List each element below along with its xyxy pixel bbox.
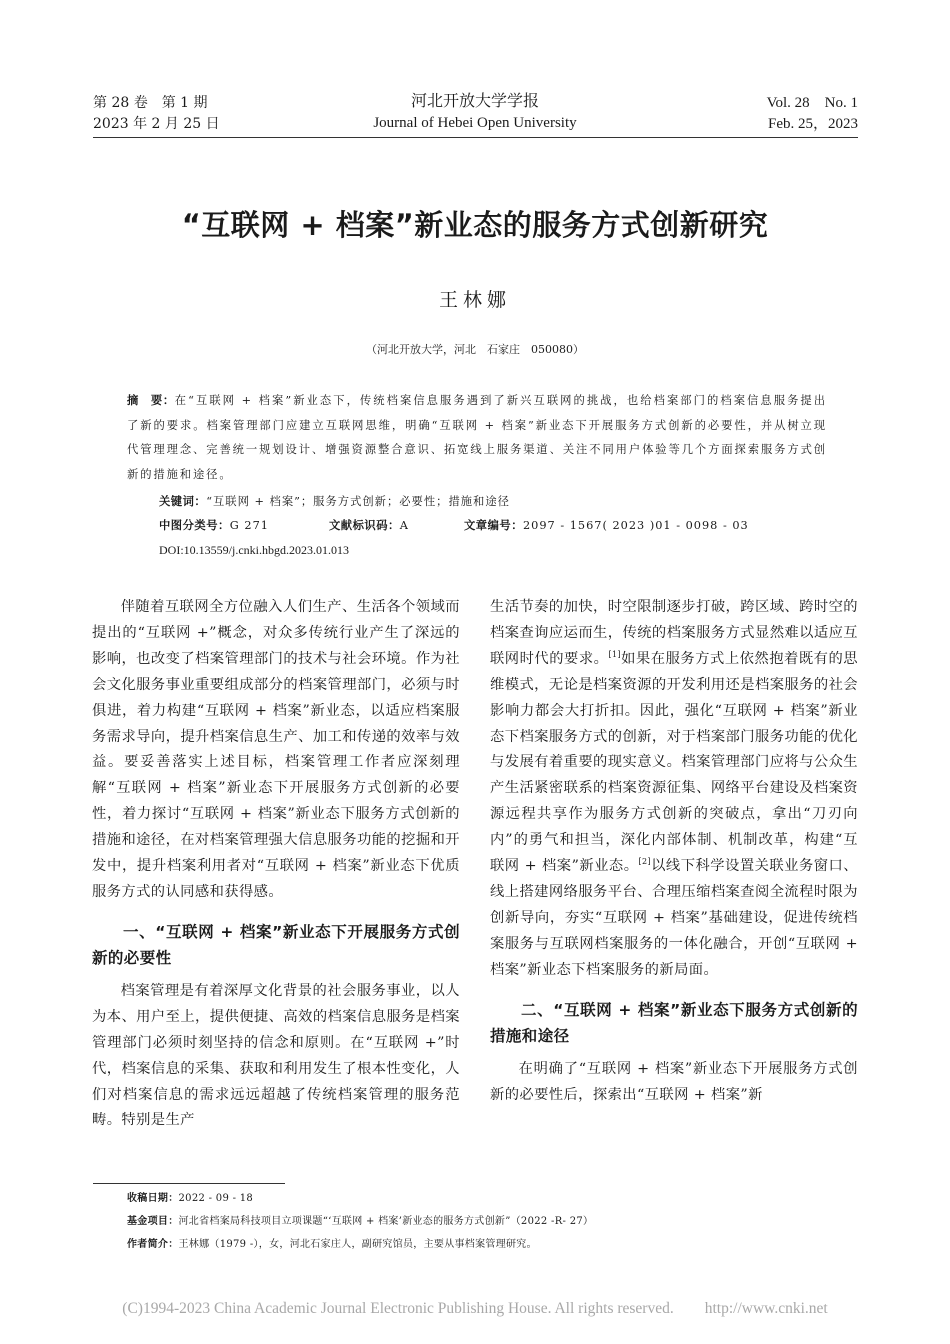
header-date-en: Feb. 25，2023 <box>767 116 858 132</box>
header-journal-name <box>300 90 650 134</box>
abstract-text: 在“互联网 + 档案”新业态下，传统档案信息服务遇到了新兴互联网的挑战，也给档案部门的档案信息服务提出了新的要求。档案管理部门应建立互联网思维，明确“互联网 + 档案”新业态下开展服务方式创新的必要性，并从树立现代管理理念、完善统一规划设计、增强资源整合意识、拓宽线上服务渠道、关注不同用户体验等几个方面探索服务方式创新的措施和途径。 <box>127 394 827 481</box>
header-rule <box>93 137 858 138</box>
fund-label: 基金项目： <box>127 1216 179 1227</box>
body-paragraph <box>490 595 858 984</box>
article-no-label: 文章编号： <box>464 519 523 532</box>
header-volume-issue: 第 28 卷 第 1 期 <box>93 95 208 111</box>
abstract-label: 摘 要： <box>127 394 175 407</box>
body-text: 以线下科学设置关联业务窗口、线上搭建网络服务平台、合理压缩档案查阅全流程时限为创新导向，夯实“互联网 + 档案”基础建设，促进传统档案服务与互联网档案服务的一体化融合，开创“互联网 + 档案”新业态下档案服务的新局面。 <box>490 858 858 978</box>
article-title: “互联网 + 档案”新业态的服务方式创新研究 <box>181 208 769 242</box>
body-paragraph: 在明确了“互联网 + 档案”新业态下开展服务方式创新的必要性后，探索出“互联网 + 档案”新 <box>490 1060 858 1103</box>
author-name: 王林娜 <box>438 289 511 311</box>
header-issue-info <box>93 93 220 135</box>
received-value: 2022 - 09 - 18 <box>178 1193 254 1204</box>
classification-row <box>159 514 799 538</box>
citation-ref-2[interactable]: [2] <box>638 857 652 867</box>
doi: DOI:10.13559/j.cnki.hbgd.2023.01.013 <box>159 543 349 557</box>
body-text: 如果在服务方式上依然抱着既有的思维模式，无论是档案资源的开发利用还是档案服务的社会影响力都会大打折扣。因此，强化“互联网 + 档案”新业态下档案服务方式的创新，对于档案部门服务功能的优化与发展有着重要的现实意义。档案管理部门应将与公众生产生活紧密联系的档案资源征集、网络平台建设及档案资源远程共享作为服务方式创新的突破点，拿出“刀刃向内”的勇气和担当，深化内部体制、机制改革，构建“互联网 + 档案”新业态。 <box>490 650 858 875</box>
section-heading-1: 一、“互联网 + 档案”新业态下开展服务方式创新的必要性 <box>92 922 460 967</box>
body-text: 生活节奏的加快，时空限制逐步打破，跨区域、跨时空的档案查询应运而生，传统的档案服务方式显然难以适应互联网时代的要求。 <box>490 599 858 667</box>
journal-name-cn: 河北开放大学学报 <box>410 91 539 110</box>
clc-label: 中图分类号： <box>159 519 230 532</box>
header-vol-no: Vol. 28 No. 1 <box>766 95 858 111</box>
journal-name-en: Journal of Hebei Open University <box>373 115 577 131</box>
footnote-received <box>127 1191 253 1207</box>
citation-ref-1[interactable]: [1] <box>608 650 622 660</box>
footnote-rule <box>93 1183 285 1184</box>
fund-value: 河北省档案局科技项目立项课题“‘互联网 + 档案’新业态的服务方式创新”（2022 -R- 27） <box>178 1216 594 1227</box>
clc-value: G 271 <box>229 519 269 532</box>
header-date: 2023 年 2 月 25 日 <box>93 116 220 132</box>
body-column-right <box>490 595 858 1108</box>
doc-code-value: A <box>399 519 409 532</box>
author-bio-value: 王林娜（1979 -），女，河北石家庄人，副研究馆员，主要从事档案管理研究。 <box>178 1239 537 1250</box>
keywords-text: “互联网 + 档案”；服务方式创新；必要性；措施和途径 <box>206 495 510 508</box>
received-label: 收稿日期： <box>127 1193 179 1204</box>
body-column-left <box>92 595 460 1134</box>
article-no-value: 2097 - 1567( 2023 )01 - 0098 - 03 <box>523 519 749 532</box>
author-bio-label: 作者简介： <box>127 1239 179 1250</box>
keywords-label: 关键词： <box>159 495 207 508</box>
doc-code-label: 文献标识码： <box>329 519 400 532</box>
copyright-watermark: (C)1994-2023 China Academic Journal Electronic Publishing House. All rights reserved. http://www.cnki.net <box>122 1300 828 1317</box>
keywords <box>159 490 510 514</box>
author-affiliation: （河北开放大学，河北 石家庄 050080） <box>366 343 584 356</box>
body-paragraph: 档案管理是有着深厚文化背景的社会服务事业，以人为本、用户至上，提供便捷、高效的档案信息服务是档案管理部门必须时刻坚持的信念和原则。在“互联网 +”时代，档案信息的采集、获取和利用发生了根本性变化，人们对档案信息的需求远远超越了传统档案管理的服务范畴。特别是生产 <box>92 982 460 1129</box>
body-paragraph: 伴随着互联网全方位融入人们生产、生活各个领域而提出的“互联网 +”概念，对众多传统行业产生了深远的影响，也改变了档案管理部门的技术与社会环境。作为社会文化服务事业重要组成部分的档案管理部门，必须与时俱进，着力构建“互联网 + 档案”新业态，以适应档案服务需求导向，提升档案信息生产、加工和传递的效率与效益。要妥善落实上述目标，档案管理工作者应深刻理解“互联网 + 档案”新业态下开展服务方式创新的必要性，着力探讨“互联网 + 档案”新业态下服务方式创新的措施和途径，在对档案管理强大信息服务功能的挖掘和开发中，提升档案利用者对“互联网 + 档案”新业态下优质服务方式的认同感和获得感。 <box>92 599 460 900</box>
section-heading-2: 二、“互联网 + 档案”新业态下服务方式创新的措施和途径 <box>490 1000 858 1045</box>
abstract <box>127 389 827 487</box>
header-volume-en <box>767 93 858 135</box>
footnote-author <box>127 1237 537 1253</box>
footnote-fund <box>127 1214 593 1230</box>
